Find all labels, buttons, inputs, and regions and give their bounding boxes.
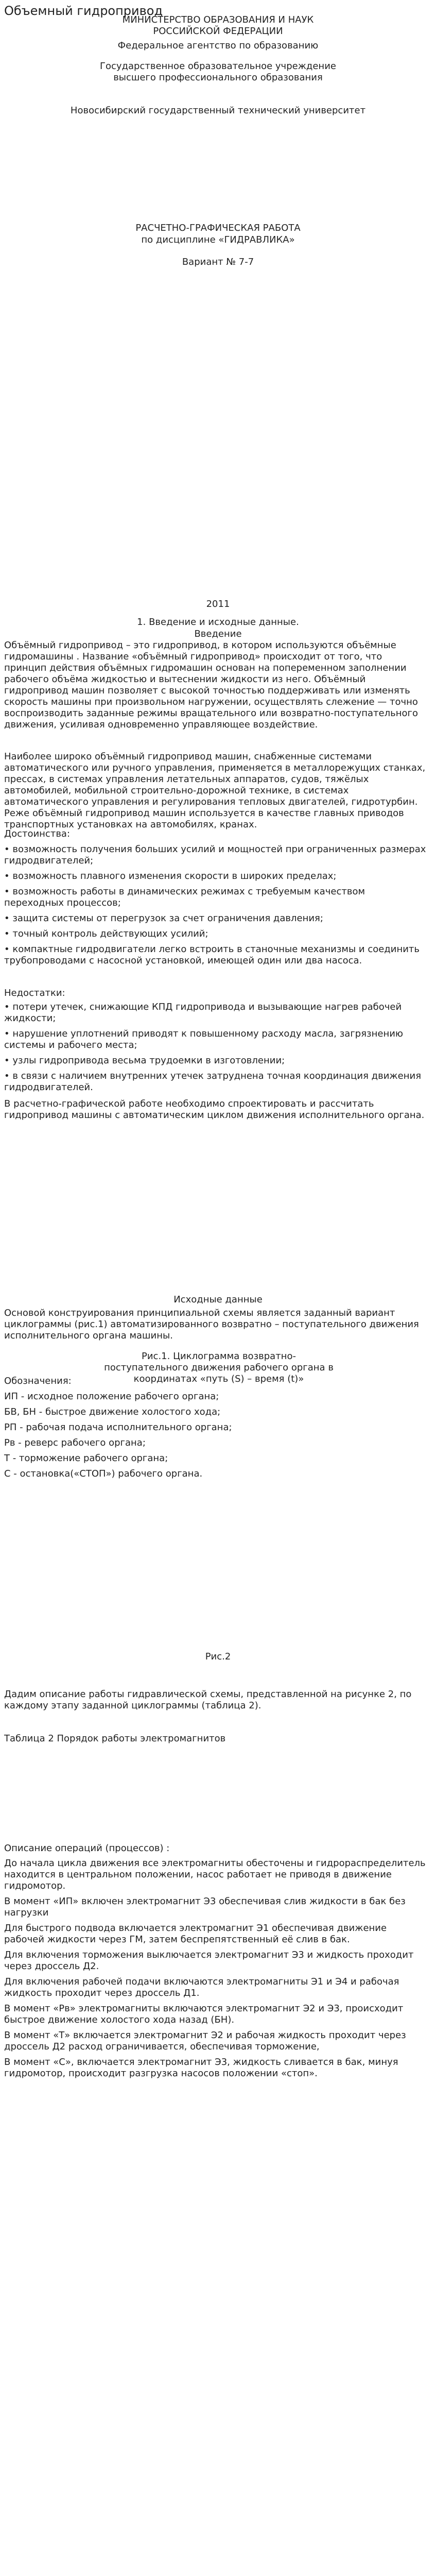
institution-line-1: Государственное образовательное учреждение: [100, 61, 336, 72]
cover-work-type: РАСЧЕТНО-ГРАФИЧЕСКАЯ РАБОТА: [135, 223, 301, 233]
figure-1-caption: Рис.1. Циклограмма возвратно- поступательного движения рабочего органа в координатах «путь (S) – время (t)»: [104, 1351, 334, 1384]
list-item: • нарушение уплотнений приводят к повышенному расходу масла, загрязнению системы и рабочего места;: [4, 1028, 404, 1050]
disadvantages-heading: Недостатки:: [4, 988, 65, 998]
operation-item: В момент «Рв» электромагниты включаются электромагнит Э2 и Э3, происходит быстрое движение холостого хода назад (БН).: [4, 2003, 404, 2025]
operation-item: В момент «ИП» включен электромагнит Э3 обеспечивая слив жидкости в бак без нагрузки: [4, 1896, 406, 1918]
operation-item: Для включения торможения выключается электромагнит Э3 и жидкость проходит через дроссель Д2.: [4, 1950, 414, 1972]
operation-item: В момент «Т» включается электромагнит Э2 и рабочая жидкость проходит через дроссель Д2 расход ограничивается, обеспечивая торможение,: [4, 2030, 406, 2052]
figure-2-paragraph: Дадим описание работы гидравлической схемы, представленной на рисунке 2, по каждому этапу заданной циклограммы (таблица 2).: [4, 1689, 412, 1711]
legend-item: ИП - исходное положение рабочего органа;: [4, 1391, 219, 1402]
intro-paragraph-2: Наиболее широко объёмный гидропривод машин, снабженные системами автоматического или ручного управления, применяется в металлорежущих станках, прессах, в системах управления летательных аппаратов, судов, тяжёлых автомобилей, мобильной строительно-дорожной технике, в системах автоматического управления и регулирования тепловых двигателей, гидротурбин. Реже объёмный гидропривод машин используется в качестве главных приводов транспортных установках на автомобилях, кранах.: [4, 751, 426, 830]
operations-heading: Описание операций (процессов) :: [4, 1843, 170, 1854]
list-item: • в связи с наличием внутренних утечек затруднена точная координация движения гидродвигателей.: [4, 1071, 422, 1093]
advantages-heading: Достоинства:: [4, 828, 71, 839]
legend-item: С - остановка(«СТОП») рабочего органа.: [4, 1468, 203, 1479]
list-item: • точный контроль действующих усилий;: [4, 928, 208, 939]
disadvantages-list: [4, 1002, 426, 1093]
list-item: • узлы гидропривода весьма трудоемки в изготовлении;: [4, 1055, 285, 1066]
operation-item: В момент «С», включается электромагнит Э3, жидкость сливается в бак, минуя гидромотор, происходит разгрузка насосов положении «стоп».: [4, 2057, 398, 2079]
figure-2-caption: Рис.2: [205, 1651, 231, 1662]
legend-item: Рв - реверс рабочего органа;: [4, 1437, 146, 1448]
legend-list: [4, 1391, 426, 1480]
cover-university: Новосибирский государственный технический университет: [70, 105, 366, 116]
legend-item: БВ, БН - быстрое движение холостого хода;: [4, 1406, 221, 1417]
task-paragraph: В расчетно-графической работе необходимо спроектировать и рассчитать гидропривод машины с автоматическим циклом движения исполнительного органа.: [4, 1098, 425, 1121]
cover-variant: Вариант № 7-7: [182, 257, 254, 267]
section-heading: 1. Введение и исходные данные.: [137, 617, 299, 628]
intro-heading: Введение: [194, 629, 242, 639]
advantages-list: [4, 844, 426, 967]
legend-item: РП - рабочая подача исполнительного органа;: [4, 1422, 232, 1433]
operation-item: Для включения рабочей подачи включаются электромагниты Э1 и Э4 и рабочая жидкость проходит через дроссель Д1.: [4, 1976, 399, 1998]
document-title: Объемный гидропривод: [4, 4, 163, 18]
operation-item: Для быстрого подвода включается электромагнит Э1 обеспечивая движение рабочей жидкости через ГМ, затем беспрепятственный её слив в бак.: [4, 1923, 387, 1945]
list-item: • возможность работы в динамических режимах с требуемым качеством переходных процессов;: [4, 886, 365, 908]
cover-ministry: [0, 14, 436, 37]
cover-discipline: по дисциплине «ГИДРАВЛИКА»: [141, 234, 295, 245]
list-item: • возможность получения больших усилий и мощностей при ограниченных размерах гидродвигателей;: [4, 844, 426, 866]
institution-line-2: высшего профессионального образования: [113, 72, 323, 83]
list-item: • потери утечек, снижающие КПД гидропривода и вызывающие нагрев рабочей жидкости;: [4, 1002, 402, 1024]
list-item: • защита системы от перегрузок за счет ограничения давления;: [4, 913, 323, 924]
source-paragraph: Основой конструирования принципиальной схемы является заданный вариант циклограммы (рис.1) автоматизированного возвратно – поступательного движения исполнительного органа машины.: [4, 1308, 419, 1341]
cover-agency: Федеральное агентство по образованию: [117, 40, 319, 51]
list-item: • компактные гидродвигатели легко встроить в станочные механизмы и соединить трубопроводами с насосной установкой, имеющей один или два насоса.: [4, 944, 420, 966]
ministry-line-1: МИНИСТЕРСТВО ОБРАЗОВАНИЯ И НАУК: [122, 14, 314, 25]
list-item: • возможность плавного изменения скорости в широких пределах;: [4, 871, 337, 882]
operations-list: [4, 1858, 426, 2079]
intro-paragraph-1: Объёмный гидропривод – это гидропривод, в котором используются объёмные гидромашины . Название «объёмный гидропривод» происходит от того, что принцип действия объёмных гидромашин основан на попеременном заполнении рабочего объёма жидкостью и вытеснении жидкости из него. Объёмный гидропривод машин позволяет с высокой точностью поддерживать или изменять скорость машины при произвольном нагружении, осуществлять слежение — точно воспроизводить заданные режимы вращательного или возвратно-поступательного движения, усиливая одновременно управляющее воздействие.: [4, 640, 418, 730]
cover-institution: [0, 61, 436, 83]
ministry-line-2: РОССИЙСКОЙ ФЕДЕРАЦИИ: [153, 26, 283, 37]
legend-heading: Обозначения:: [4, 1376, 72, 1386]
source-heading: Исходные данные: [173, 1294, 263, 1305]
operation-item: До начала цикла движения все электромагниты обесточены и гидрораспределитель находится в центральном положении, насос работает не приводя в движение гидромотор.: [4, 1858, 426, 1891]
cover-year: 2011: [206, 599, 230, 609]
legend-item: Т - торможение рабочего органа;: [4, 1453, 168, 1464]
table-2-caption: Таблица 2 Порядок работы электромагнитов: [4, 1733, 226, 1744]
